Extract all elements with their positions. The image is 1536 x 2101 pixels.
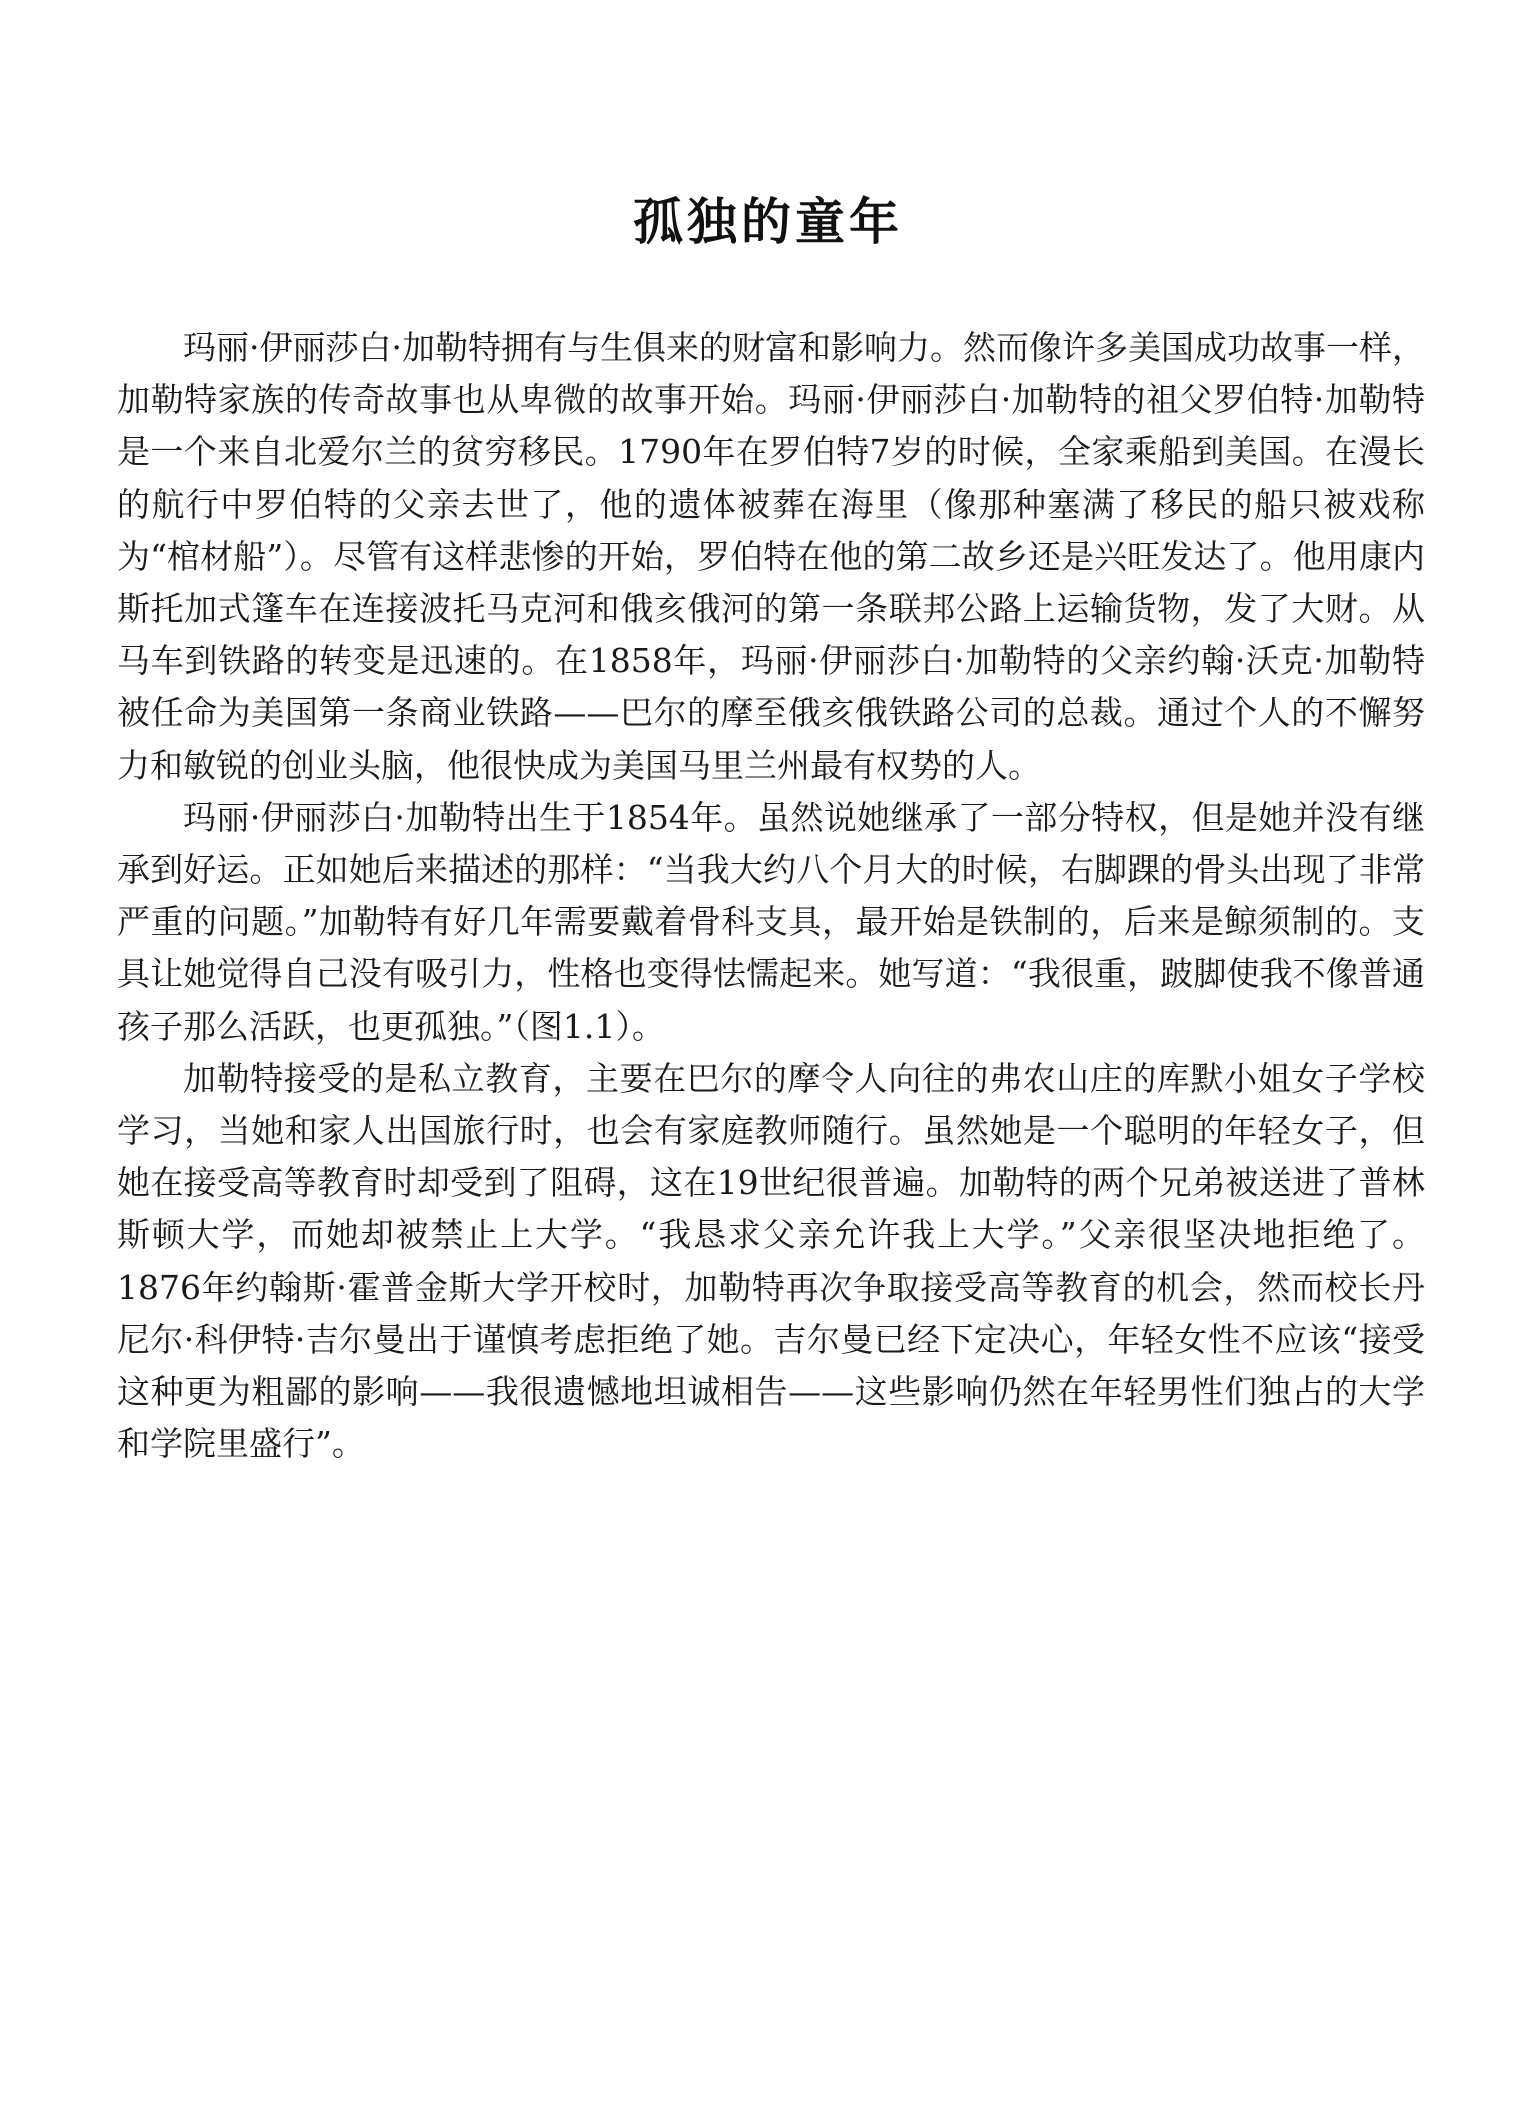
chapter-title: 孤独的童年 (633, 193, 903, 251)
paragraph-3: 加勒特接受的是私立教育，主要在巴尔的摩令人向往的弗农山庄的库默小姐女子学校学习，当她和家人出国旅行时，也会有家庭教师随行。虽然她是一个聪明的年轻女子，但她在接受高等教育时却受到了阻碍，这在19世纪很普遍。加勒特的两个兄弟被送进了普林斯顿大学，而她却被禁止上大学。“我恳求父亲允许我上大学。”父亲很坚决地拒绝了。1876年约翰斯·霍普金斯大学开校时，加勒特再次争取接受高等教育的机会，然而校长丹尼尔·科伊特·吉尔曼出于谨慎考虑拒绝了她。吉尔曼已经下定决心，年轻女性不应该“接受这种更为粗鄙的影响——我很遗憾地坦诚相告——这些影响仍然在年轻男性们独占的大学和学院里盛行”。 (117, 1058, 1425, 1464)
paragraph-1: 玛丽·伊丽莎白·加勒特拥有与生俱来的财富和影响力。然而像许多美国成功故事一样，加勒特家族的传奇故事也从卑微的故事开始。玛丽·伊丽莎白·加勒特的祖父罗伯特·加勒特是一个来自北爱尔兰的贫穷移民。1790年在罗伯特7岁的时候，全家乘船到美国。在漫长的航行中罗伯特的父亲去世了，他的遗体被葬在海里（像那种塞满了移民的船只被戏称为“棺材船”）。尽管有这样悲惨的开始，罗伯特在他的第二故乡还是兴旺发达了。他用康内斯托加式篷车在连接波托马克河和俄亥俄河的第一条联邦公路上运输货物，发了大财。从马车到铁路的转变是迅速的。在1858年，玛丽·伊丽莎白·加勒特的父亲约翰·沃克·加勒特被任命为美国第一条商业铁路——巴尔的摩至俄亥俄铁路公司的总裁。通过个人的不懈努力和敏锐的创业头脑，他很快成为美国马里兰州最有权势的人。 (117, 328, 1425, 785)
body-text (117, 322, 1425, 1470)
paragraph-2: 玛丽·伊丽莎白·加勒特出生于1854年。虽然说她继承了一部分特权，但是她并没有继承到好运。正如她后来描述的那样：“当我大约八个月大的时候，右脚踝的骨头出现了非常严重的问题。”加勒特有好几年需要戴着骨科支具，最开始是铁制的，后来是鲸须制的。支具让她觉得自己没有吸引力，性格也变得怯懦起来。她写道：“我很重，跛脚使我不像普通孩子那么活跃，也更孤独。”（图1.1）。 (117, 797, 1425, 1046)
